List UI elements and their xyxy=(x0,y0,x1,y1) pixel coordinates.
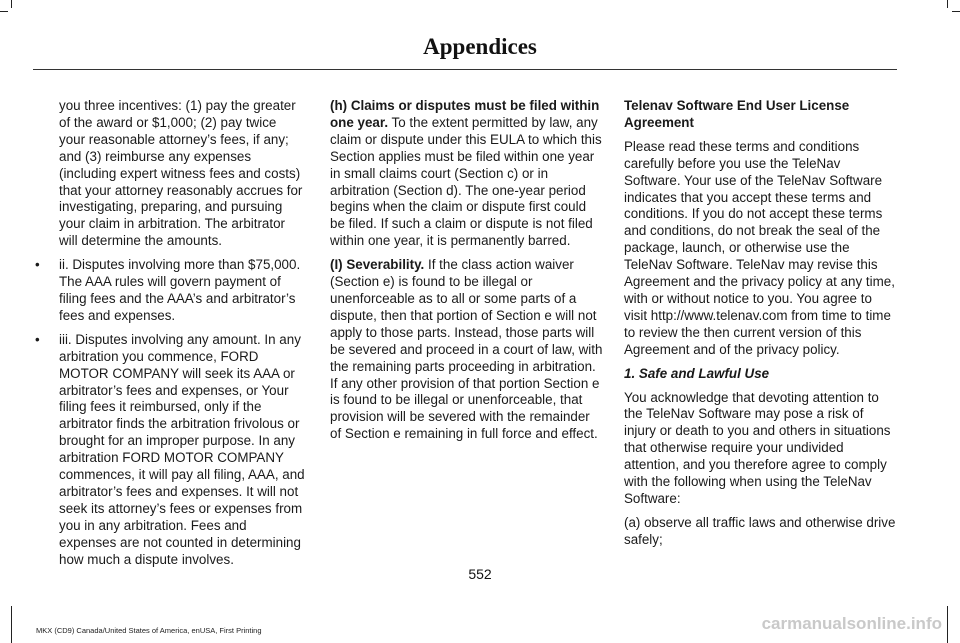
crop-mark xyxy=(0,11,8,12)
bullet-icon: • xyxy=(35,257,40,273)
bullet-icon: • xyxy=(35,331,40,347)
paragraph xyxy=(330,257,603,443)
section-heading: (h) Claims or disputes must be filed within one year. xyxy=(330,98,600,130)
page-number: 552 xyxy=(468,566,492,582)
list-item xyxy=(35,257,306,325)
paragraph: Please read these terms and conditions carefully before you use the TeleNav Software. Your use of the TeleNav Software indicates that you accept these terms and conditions. If you do not accept these terms and conditions, do not break the seal of the package, launch, or otherwise use the TeleNav Software. TeleNav may revise this Agreement and the privacy policy at any time, with or without notice to you. You agree to visit http://www.telenav.com from time to time to review the then current version of this Agreement and of the privacy policy. xyxy=(624,138,895,357)
paragraph: you three incentives: (1) pay the greater of the award or $1,000; (2) pay twice your reasonable attorney’s fees, if any; and (3) reimburse any expenses (including expert witness fees and costs) that your attorney reasonably accrues for investigating, preparing, and pursuing your claim in arbitration. The arbitrator will determine the amounts. xyxy=(59,98,303,249)
section-title: Telenav Software End User License Agreement xyxy=(624,98,850,130)
paragraph xyxy=(330,98,603,250)
column-right xyxy=(624,98,897,556)
crop-mark xyxy=(952,11,960,12)
list-item xyxy=(35,331,306,569)
paragraph: (a) observe all traffic laws and otherwise drive safely; xyxy=(624,514,896,547)
watermark: carmanualsonline.info xyxy=(761,614,942,633)
column-left xyxy=(35,98,306,575)
crop-mark xyxy=(947,606,948,643)
crop-mark xyxy=(11,0,12,8)
crop-mark xyxy=(11,606,12,643)
section-body: To the extent permitted by law, any claim or dispute under this EULA to which this Section applies must be filed within one year in small claims court (Section c) or in arbitration (Section d). The one-year period begins when the claim or dispute first could be filed. If such a claim or dispute is not filed within one year, it is permanently barred. xyxy=(330,114,602,249)
crop-mark xyxy=(947,0,948,8)
column-middle xyxy=(330,98,603,450)
section-body: If the class action waiver (Section e) is found to be illegal or unenforceable as to all or some parts of a dispute, then that portion of Section e will not apply to those parts. Instead, those parts will be severed and proceed in a court of law, with the remaining parts proceeding in arbitration. If any other provision of that portion Section e is found to be illegal or unenforceable, that provision will be severed with the remainder of Section e remaining in full force and effect. xyxy=(330,257,603,442)
printing-info: MKX (CD9) Canada/United States of America, enUSA, First Printing xyxy=(36,626,262,635)
list-item-text: ii. Disputes involving more than $75,000. The AAA rules will govern payment of filing fees and the AAA’s and arbitrator’s fees and expenses. xyxy=(59,257,301,323)
page-title: Appendices xyxy=(423,34,537,59)
section-heading: (I) Severability. xyxy=(330,257,425,273)
header-divider xyxy=(33,69,897,70)
subsection-title: 1. Safe and Lawful Use xyxy=(624,365,770,381)
list-item-text: iii. Disputes involving any amount. In any arbitration you commence, FORD MOTOR COMPANY will seek its AAA or arbitrator’s fees and expenses, or Your filing fees it reimbursed, only if the arbitrator finds the arbitration frivolous or brought for an improper purpose. In any arbitration FORD MOTOR COMPANY commences, it will pay all filing, AAA, and arbitrator’s fees and expenses. It will not seek its attorney’s fees or expenses from you in any arbitration. Fees and expenses are not counted in determining how much a dispute involves. xyxy=(59,331,305,567)
paragraph: You acknowledge that devoting attention to the TeleNav Software may pose a risk of injury or death to you and others in situations that otherwise require your undivided attention, and you therefore agree to comply with the following when using the TeleNav Software: xyxy=(624,389,891,506)
